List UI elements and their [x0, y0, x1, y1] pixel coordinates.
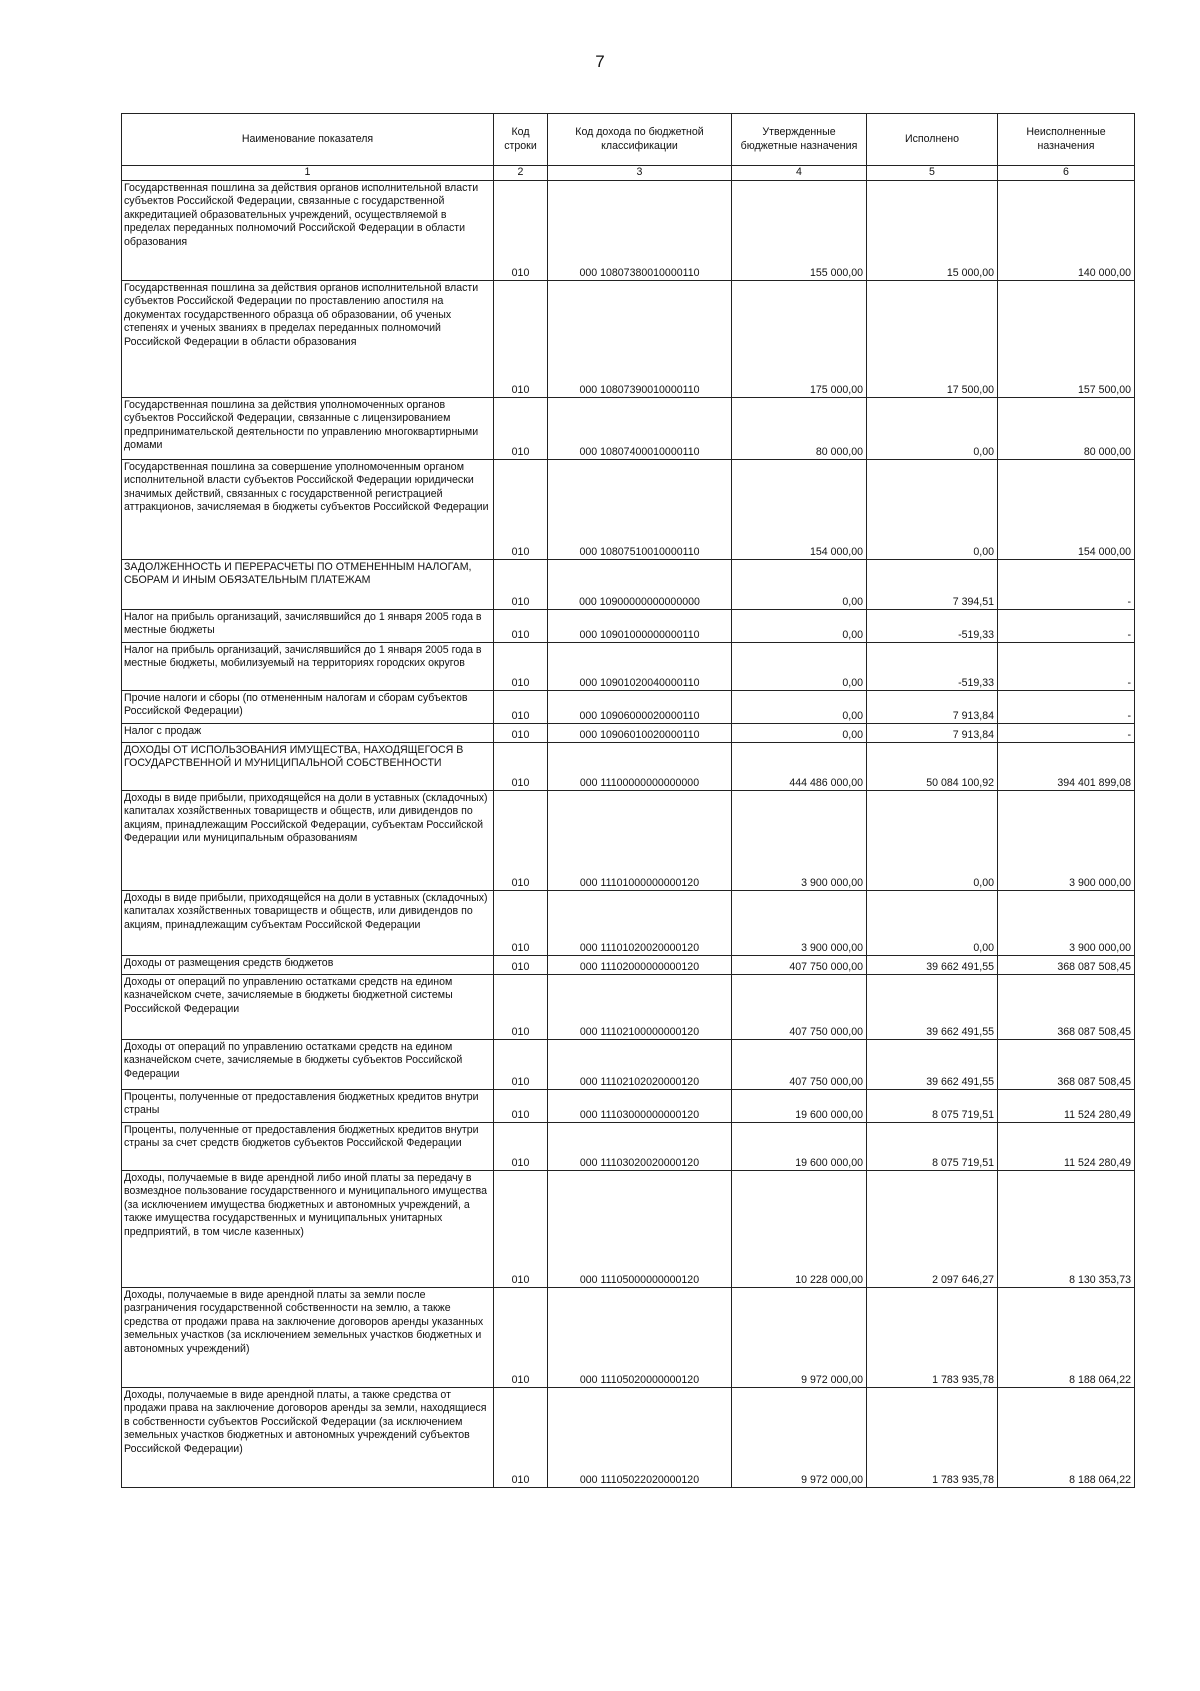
executed-amount: 2 097 646,27: [867, 1171, 998, 1288]
approved-amount: 3 900 000,00: [732, 891, 867, 956]
unexecuted-amount: 3 900 000,00: [998, 891, 1135, 956]
table-row: [122, 1288, 1135, 1388]
row-name: Доходы в виде прибыли, приходящейся на доли в уставных (складочных) капиталах хозяйственных товариществ и обществ, или дивидендов по акциям, принадлежащим Российской Федерации, субъектам Российской Федерации или муниципальным образованиям: [122, 791, 494, 891]
approved-amount: 0,00: [732, 724, 867, 743]
unexecuted-amount: 3 900 000,00: [998, 791, 1135, 891]
unexecuted-amount: 80 000,00: [998, 398, 1135, 460]
approved-amount: 175 000,00: [732, 281, 867, 398]
row-name: Доходы от операций по управлению остатками средств на едином казначейском счете, зачисляемые в бюджеты бюджетной системы Российской Федерации: [122, 975, 494, 1040]
row-kbk: 000 10807400010000110: [548, 398, 732, 460]
unexecuted-amount: 394 401 899,08: [998, 743, 1135, 791]
row-code: 010: [494, 975, 548, 1040]
row-name: Государственная пошлина за действия органов исполнительной власти субъектов Российской Федерации, связанные с государственной аккредитацией образовательных учреждений, осуществляемой в пределах переданных полномочий Российской Федерации в области образования: [122, 181, 494, 281]
row-kbk: 000 11102000000000120: [548, 956, 732, 975]
column-number-row: [122, 166, 1135, 181]
row-code: 010: [494, 181, 548, 281]
unexecuted-amount: 8 188 064,22: [998, 1288, 1135, 1388]
table-row: [122, 460, 1135, 560]
header-row-code: Код строки: [494, 114, 548, 166]
row-kbk: 000 11101020020000120: [548, 891, 732, 956]
unexecuted-amount: -: [998, 643, 1135, 691]
executed-amount: 0,00: [867, 460, 998, 560]
row-kbk: 000 10807390010000110: [548, 281, 732, 398]
row-kbk: 000 10807510010000110: [548, 460, 732, 560]
row-code: 010: [494, 1040, 548, 1090]
table-body: [122, 181, 1135, 1488]
row-name: Доходы от операций по управлению остатками средств на едином казначейском счете, зачисляемые в бюджеты субъектов Российской Федерации: [122, 1040, 494, 1090]
unexecuted-amount: -: [998, 724, 1135, 743]
table-row: [122, 891, 1135, 956]
row-name: Налог с продаж: [122, 724, 494, 743]
unexecuted-amount: 154 000,00: [998, 460, 1135, 560]
header-kbk: Код дохода по бюджетной классификации: [548, 114, 732, 166]
table-row: [122, 560, 1135, 610]
table-row: [122, 643, 1135, 691]
approved-amount: 154 000,00: [732, 460, 867, 560]
table-row: [122, 398, 1135, 460]
row-kbk: 000 10901020040000110: [548, 643, 732, 691]
executed-amount: 7 913,84: [867, 724, 998, 743]
row-kbk: 000 11102102020000120: [548, 1040, 732, 1090]
row-kbk: 000 11100000000000000: [548, 743, 732, 791]
row-name: Налог на прибыль организаций, зачислявшийся до 1 января 2005 года в местные бюджеты, мобилизуемый на территориях городских округов: [122, 643, 494, 691]
row-code: 010: [494, 1288, 548, 1388]
row-kbk: 000 11105020000000120: [548, 1288, 732, 1388]
row-code: 010: [494, 1090, 548, 1123]
unexecuted-amount: -: [998, 560, 1135, 610]
approved-amount: 0,00: [732, 610, 867, 643]
executed-amount: 50 084 100,92: [867, 743, 998, 791]
table-row: [122, 1040, 1135, 1090]
row-code: 010: [494, 743, 548, 791]
executed-amount: 0,00: [867, 891, 998, 956]
budget-execution-table: [121, 113, 1135, 1488]
approved-amount: 80 000,00: [732, 398, 867, 460]
unexecuted-amount: 8 188 064,22: [998, 1388, 1135, 1488]
unexecuted-amount: 11 524 280,49: [998, 1123, 1135, 1171]
header-unexecuted: Неисполненные назначения: [998, 114, 1135, 166]
approved-amount: 9 972 000,00: [732, 1288, 867, 1388]
executed-amount: 1 783 935,78: [867, 1288, 998, 1388]
header-name: Наименование показателя: [122, 114, 494, 166]
row-code: 010: [494, 956, 548, 975]
row-code: 010: [494, 610, 548, 643]
approved-amount: 407 750 000,00: [732, 956, 867, 975]
table-row: [122, 743, 1135, 791]
row-name: Прочие налоги и сборы (по отмененным налогам и сборам субъектов Российской Федерации): [122, 691, 494, 724]
column-number: 1: [122, 166, 494, 181]
row-name: Государственная пошлина за совершение уполномоченным органом исполнительной власти субъектов Российской Федерации юридически значимых действий, связанных с государственной регистрацией аттракционов, зачисляемая в бюджеты субъектов Российской Федерации: [122, 460, 494, 560]
executed-amount: 15 000,00: [867, 181, 998, 281]
row-code: 010: [494, 1171, 548, 1288]
executed-amount: -519,33: [867, 643, 998, 691]
table-row: [122, 1123, 1135, 1171]
row-kbk: 000 10900000000000000: [548, 560, 732, 610]
executed-amount: 8 075 719,51: [867, 1090, 998, 1123]
approved-amount: 0,00: [732, 691, 867, 724]
table-row: [122, 791, 1135, 891]
unexecuted-amount: 11 524 280,49: [998, 1090, 1135, 1123]
table-row: [122, 724, 1135, 743]
table-row: [122, 281, 1135, 398]
row-kbk: 000 11101000000000120: [548, 791, 732, 891]
unexecuted-amount: 368 087 508,45: [998, 1040, 1135, 1090]
row-name: ЗАДОЛЖЕННОСТЬ И ПЕРЕРАСЧЕТЫ ПО ОТМЕНЕННЫМ НАЛОГАМ, СБОРАМ И ИНЫМ ОБЯЗАТЕЛЬНЫМ ПЛАТЕЖАМ: [122, 560, 494, 610]
executed-amount: 39 662 491,55: [867, 975, 998, 1040]
approved-amount: 9 972 000,00: [732, 1388, 867, 1488]
row-code: 010: [494, 1388, 548, 1488]
executed-amount: -519,33: [867, 610, 998, 643]
row-name: Налог на прибыль организаций, зачислявшийся до 1 января 2005 года в местные бюджеты: [122, 610, 494, 643]
row-kbk: 000 10906000020000110: [548, 691, 732, 724]
unexecuted-amount: -: [998, 610, 1135, 643]
executed-amount: 0,00: [867, 398, 998, 460]
executed-amount: 7 394,51: [867, 560, 998, 610]
executed-amount: 39 662 491,55: [867, 1040, 998, 1090]
row-code: 010: [494, 691, 548, 724]
table-row: [122, 181, 1135, 281]
row-name: Доходы, получаемые в виде арендной либо иной платы за передачу в возмездное пользование государственного и муниципального имущества (за исключением имущества бюджетных и автономных учреждений, а также имущества государственных и муниципальных унитарных предприятий, в том числе казенных): [122, 1171, 494, 1288]
approved-amount: 19 600 000,00: [732, 1090, 867, 1123]
executed-amount: 7 913,84: [867, 691, 998, 724]
row-kbk: 000 10901000000000110: [548, 610, 732, 643]
approved-amount: 10 228 000,00: [732, 1171, 867, 1288]
row-name: Проценты, полученные от предоставления бюджетных кредитов внутри страны за счет средств бюджетов субъектов Российской Федерации: [122, 1123, 494, 1171]
executed-amount: 39 662 491,55: [867, 956, 998, 975]
header-row: [122, 114, 1135, 166]
unexecuted-amount: 157 500,00: [998, 281, 1135, 398]
executed-amount: 0,00: [867, 791, 998, 891]
row-kbk: 000 11103000000000120: [548, 1090, 732, 1123]
row-code: 010: [494, 560, 548, 610]
row-name: Доходы, получаемые в виде арендной платы за земли после разграничения государственной собственности на землю, а также средства от продажи права на заключение договоров аренды указанных земельных участков (за исключением земельных участков бюджетных и автономных учреждений): [122, 1288, 494, 1388]
approved-amount: 0,00: [732, 643, 867, 691]
column-number: 6: [998, 166, 1135, 181]
row-code: 010: [494, 398, 548, 460]
table-row: [122, 975, 1135, 1040]
row-code: 010: [494, 724, 548, 743]
row-kbk: 000 11102100000000120: [548, 975, 732, 1040]
row-code: 010: [494, 460, 548, 560]
unexecuted-amount: 140 000,00: [998, 181, 1135, 281]
approved-amount: 407 750 000,00: [732, 1040, 867, 1090]
table-row: [122, 1171, 1135, 1288]
executed-amount: 1 783 935,78: [867, 1388, 998, 1488]
unexecuted-amount: 368 087 508,45: [998, 956, 1135, 975]
row-code: 010: [494, 1123, 548, 1171]
column-number: 5: [867, 166, 998, 181]
row-name: ДОХОДЫ ОТ ИСПОЛЬЗОВАНИЯ ИМУЩЕСТВА, НАХОДЯЩЕГОСЯ В ГОСУДАРСТВЕННОЙ И МУНИЦИПАЛЬНОЙ СОБСТВЕННОСТИ: [122, 743, 494, 791]
executed-amount: 8 075 719,51: [867, 1123, 998, 1171]
table-row: [122, 691, 1135, 724]
approved-amount: 19 600 000,00: [732, 1123, 867, 1171]
row-name: Доходы в виде прибыли, приходящейся на доли в уставных (складочных) капиталах хозяйственных товариществ и обществ, или дивидендов по акциям, принадлежащим субъектам Российской Федерации: [122, 891, 494, 956]
row-name: Государственная пошлина за действия уполномоченных органов субъектов Российской Федерации, связанные с лицензированием предпринимательской деятельности по управлению многоквартирными домами: [122, 398, 494, 460]
row-kbk: 000 10807380010000110: [548, 181, 732, 281]
row-code: 010: [494, 281, 548, 398]
row-kbk: 000 10906010020000110: [548, 724, 732, 743]
row-kbk: 000 11105000000000120: [548, 1171, 732, 1288]
row-code: 010: [494, 643, 548, 691]
row-name: Доходы от размещения средств бюджетов: [122, 956, 494, 975]
table-row: [122, 956, 1135, 975]
row-name: Доходы, получаемые в виде арендной платы, а также средства от продажи права на заключение договоров аренды за земли, находящиеся в собственности субъектов Российской Федерации (за исключением земельных участков бюджетных и автономных учреждений субъектов Российской Федерации): [122, 1388, 494, 1488]
row-code: 010: [494, 891, 548, 956]
approved-amount: 407 750 000,00: [732, 975, 867, 1040]
unexecuted-amount: -: [998, 691, 1135, 724]
approved-amount: 3 900 000,00: [732, 791, 867, 891]
column-number: 3: [548, 166, 732, 181]
approved-amount: 444 486 000,00: [732, 743, 867, 791]
column-number: 4: [732, 166, 867, 181]
page-number: 7: [595, 52, 605, 71]
row-kbk: 000 11105022020000120: [548, 1388, 732, 1488]
approved-amount: 0,00: [732, 560, 867, 610]
executed-amount: 17 500,00: [867, 281, 998, 398]
row-code: 010: [494, 791, 548, 891]
column-number: 2: [494, 166, 548, 181]
row-name: Государственная пошлина за действия органов исполнительной власти субъектов Российской Федерации по проставлению апостиля на документах государственного образца об образовании, об ученых степенях и ученых званиях в пределах переданных полномочий Российской Федерации в области образования: [122, 281, 494, 398]
row-name: Проценты, полученные от предоставления бюджетных кредитов внутри страны: [122, 1090, 494, 1123]
unexecuted-amount: 368 087 508,45: [998, 975, 1135, 1040]
table-row: [122, 610, 1135, 643]
unexecuted-amount: 8 130 353,73: [998, 1171, 1135, 1288]
header-approved: Утвержденные бюджетные назначения: [732, 114, 867, 166]
table-row: [122, 1388, 1135, 1488]
table-row: [122, 1090, 1135, 1123]
approved-amount: 155 000,00: [732, 181, 867, 281]
row-kbk: 000 11103020020000120: [548, 1123, 732, 1171]
header-executed: Исполнено: [867, 114, 998, 166]
